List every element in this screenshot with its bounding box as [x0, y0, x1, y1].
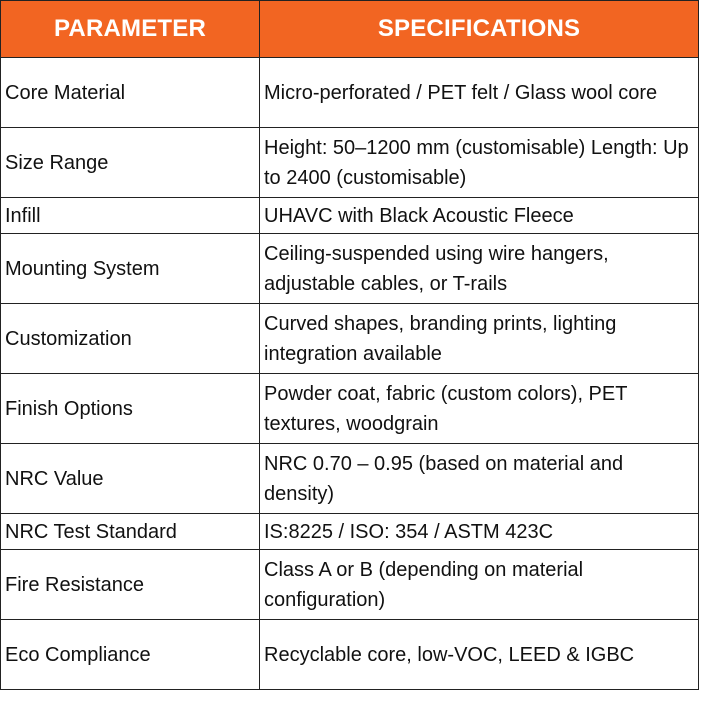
specification-cell: Recyclable core, low-VOC, LEED & IGBC [260, 620, 699, 690]
specification-cell: Powder coat, fabric (custom colors), PET textures, woodgrain [260, 374, 699, 444]
specification-cell: Class A or B (depending on material configuration) [260, 550, 699, 620]
parameter-cell: Fire Resistance [1, 550, 260, 620]
specification-cell: Curved shapes, branding prints, lighting integration available [260, 304, 699, 374]
parameter-cell: Customization [1, 304, 260, 374]
specification-cell: Ceiling-suspended using wire hangers, adjustable cables, or T-rails [260, 234, 699, 304]
specification-cell: UHAVC with Black Acoustic Fleece [260, 198, 699, 234]
specification-cell: Micro-perforated / PET felt / Glass wool core [260, 58, 699, 128]
table-row [1, 304, 699, 374]
parameter-cell: NRC Value [1, 444, 260, 514]
table-row [1, 620, 699, 690]
parameter-cell: Core Material [1, 58, 260, 128]
table-row [1, 514, 699, 550]
specifications-column-header: SPECIFICATIONS [260, 1, 699, 58]
table-row [1, 444, 699, 514]
parameter-cell: NRC Test Standard [1, 514, 260, 550]
table-row [1, 374, 699, 444]
parameter-cell: Infill [1, 198, 260, 234]
parameter-cell: Size Range [1, 128, 260, 198]
table-header-row [1, 1, 699, 58]
table-row [1, 550, 699, 620]
table-row [1, 58, 699, 128]
specification-cell: IS:8225 / ISO: 354 / ASTM 423C [260, 514, 699, 550]
parameter-cell: Eco Compliance [1, 620, 260, 690]
parameter-column-header: PARAMETER [1, 1, 260, 58]
parameter-cell: Finish Options [1, 374, 260, 444]
specification-cell: NRC 0.70 – 0.95 (based on material and density) [260, 444, 699, 514]
table-row [1, 234, 699, 304]
parameter-cell: Mounting System [1, 234, 260, 304]
table-row [1, 128, 699, 198]
table-row [1, 198, 699, 234]
specification-cell: Height: 50–1200 mm (customisable) Length: Up to 2400 (customisable) [260, 128, 699, 198]
